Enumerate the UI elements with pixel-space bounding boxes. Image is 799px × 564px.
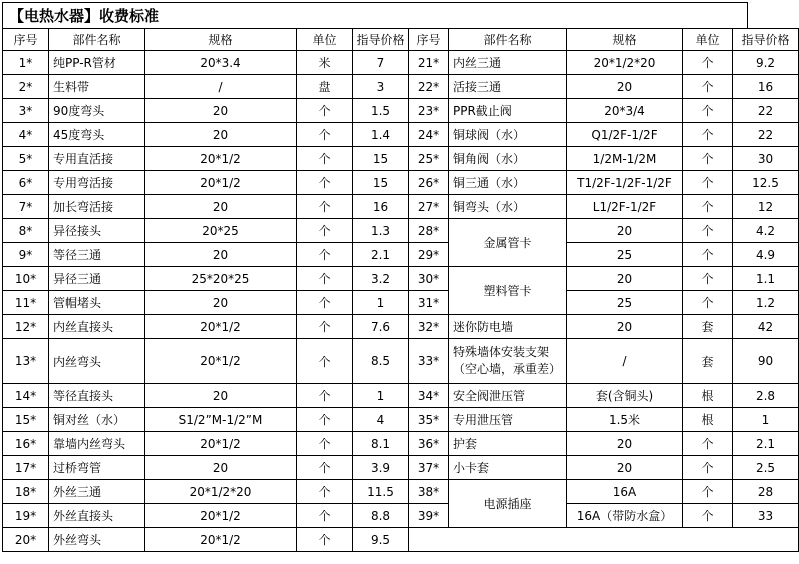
item-name: 迷你防电墙 [449,315,567,339]
item-price: 1.5 [353,99,409,123]
item-spec: 20*1/2 [145,432,297,456]
item-no: 18* [3,480,49,504]
item-name: 等径三通 [49,243,145,267]
item-price: 33 [733,504,799,528]
table-row [3,456,799,480]
item-name: 铜弯头（水） [449,195,567,219]
item-price: 3.9 [353,456,409,480]
item-no: 13* [3,339,49,384]
item-no: 9* [3,243,49,267]
item-unit: 盘 [297,75,353,99]
item-name: 90度弯头 [49,99,145,123]
item-unit: 个 [297,99,353,123]
item-price: 1.4 [353,123,409,147]
item-unit: 个 [683,147,733,171]
item-name: 生料带 [49,75,145,99]
item-name: 管帽堵头 [49,291,145,315]
item-no: 30* [409,267,449,291]
table-row [3,339,799,384]
item-name: 异径接头 [49,219,145,243]
item-name: 外丝三通 [49,480,145,504]
item-unit: 个 [683,123,733,147]
item-price: 1 [353,291,409,315]
item-name-group: 金属管卡 [449,219,567,267]
empty-cell [409,528,799,552]
item-spec: 20*25 [145,219,297,243]
item-name: 内丝直接头 [49,315,145,339]
item-no: 8* [3,219,49,243]
item-no: 28* [409,219,449,243]
item-name: 护套 [449,432,567,456]
item-unit: 套 [683,315,733,339]
item-name: 铜角阀（水） [449,147,567,171]
item-no: 5* [3,147,49,171]
table-row [3,171,799,195]
item-name-group: 电源插座 [449,480,567,528]
table-row [3,480,799,504]
item-unit: 个 [297,315,353,339]
item-spec: 1.5米 [567,408,683,432]
item-price: 30 [733,147,799,171]
header-price: 指导价格 [733,29,799,51]
table-row [3,528,799,552]
item-unit: 个 [297,219,353,243]
header-unit: 单位 [297,29,353,51]
item-unit: 个 [683,75,733,99]
table-row [3,504,799,528]
item-name: 专用直活接 [49,147,145,171]
item-price: 2.8 [733,384,799,408]
item-unit: 个 [683,291,733,315]
item-no: 37* [409,456,449,480]
item-spec: 20*1/2 [145,147,297,171]
item-price: 3 [353,75,409,99]
item-no: 31* [409,291,449,315]
item-no: 4* [3,123,49,147]
item-no: 11* [3,291,49,315]
item-price: 1 [733,408,799,432]
item-unit: 个 [297,408,353,432]
item-price: 16 [733,75,799,99]
item-price: 12 [733,195,799,219]
item-name-group: 塑料管卡 [449,267,567,315]
header-price: 指导价格 [353,29,409,51]
item-name: 45度弯头 [49,123,145,147]
item-price: 8.5 [353,339,409,384]
table-row [3,99,799,123]
item-price: 4 [353,408,409,432]
item-unit: 个 [683,267,733,291]
item-spec: 1/2M-1/2M [567,147,683,171]
table-row [3,147,799,171]
item-unit: 个 [297,339,353,384]
item-spec: 20 [145,99,297,123]
table-row [3,51,799,75]
header-row [3,29,799,51]
item-spec: 20 [145,456,297,480]
item-spec: 25 [567,243,683,267]
item-no: 19* [3,504,49,528]
item-price: 28 [733,480,799,504]
item-name: 等径直接头 [49,384,145,408]
header-no: 序号 [3,29,49,51]
item-price: 1.2 [733,291,799,315]
item-spec: 20*1/2*20 [567,51,683,75]
table-row [3,75,799,99]
price-table [2,28,799,552]
item-no: 33* [409,339,449,384]
item-price: 15 [353,147,409,171]
item-price: 4.9 [733,243,799,267]
item-no: 21* [409,51,449,75]
item-spec: 20 [567,267,683,291]
item-price: 15 [353,171,409,195]
table-row [3,432,799,456]
table-row [3,315,799,339]
item-no: 27* [409,195,449,219]
item-unit: 个 [683,243,733,267]
item-spec: / [145,75,297,99]
item-spec: 20*1/2 [145,504,297,528]
item-price: 22 [733,123,799,147]
table-row [3,219,799,243]
item-price: 1 [353,384,409,408]
item-name: 专用泄压管 [449,408,567,432]
item-name: 安全阀泄压管 [449,384,567,408]
item-spec: 20 [145,384,297,408]
item-price: 8.1 [353,432,409,456]
item-name: 铜对丝（水） [49,408,145,432]
item-price: 9.2 [733,51,799,75]
item-spec: 20 [567,456,683,480]
item-name: 活接三通 [449,75,567,99]
table-row [3,243,799,267]
header-part-name: 部件名称 [449,29,567,51]
item-unit: 个 [297,456,353,480]
item-name: 特殊墙体安装支架（空心墙，承重差） [449,339,567,384]
item-no: 7* [3,195,49,219]
item-unit: 个 [683,432,733,456]
item-unit: 个 [297,528,353,552]
item-name: 铜球阀（水） [449,123,567,147]
item-spec: 20*3/4 [567,99,683,123]
item-price: 2.1 [733,432,799,456]
item-price: 7 [353,51,409,75]
item-price: 22 [733,99,799,123]
item-unit: 个 [297,171,353,195]
item-spec: 20*1/2*20 [145,480,297,504]
item-unit: 个 [297,195,353,219]
item-no: 6* [3,171,49,195]
item-spec: 20 [567,75,683,99]
item-spec: 20 [567,432,683,456]
item-unit: 米 [297,51,353,75]
header-no: 序号 [409,29,449,51]
item-spec: 16A [567,480,683,504]
item-price: 8.8 [353,504,409,528]
item-name: PPR截止阀 [449,99,567,123]
item-name: 内丝弯头 [49,339,145,384]
item-no: 2* [3,75,49,99]
item-spec: Q1/2F-1/2F [567,123,683,147]
item-price: 2.1 [353,243,409,267]
item-no: 32* [409,315,449,339]
table-row [3,123,799,147]
item-no: 35* [409,408,449,432]
item-unit: 个 [683,219,733,243]
item-unit: 根 [683,384,733,408]
price-sheet [2,2,790,552]
item-no: 38* [409,480,449,504]
item-unit: 个 [683,195,733,219]
item-unit: 个 [297,147,353,171]
item-no: 25* [409,147,449,171]
item-name: 内丝三通 [449,51,567,75]
item-unit: 个 [683,504,733,528]
item-spec: 20*3.4 [145,51,297,75]
item-spec: / [567,339,683,384]
item-unit: 个 [683,171,733,195]
item-no: 10* [3,267,49,291]
item-unit: 个 [683,456,733,480]
item-price: 90 [733,339,799,384]
item-price: 7.6 [353,315,409,339]
item-no: 12* [3,315,49,339]
item-unit: 个 [297,432,353,456]
item-no: 15* [3,408,49,432]
item-price: 2.5 [733,456,799,480]
table-row [3,267,799,291]
item-spec: L1/2F-1/2F [567,195,683,219]
item-spec: 20*1/2 [145,315,297,339]
sheet-title: 【电热水器】收费标准 [2,2,748,28]
item-no: 34* [409,384,449,408]
item-no: 3* [3,99,49,123]
item-spec: 20 [145,123,297,147]
item-spec: 20*1/2 [145,528,297,552]
item-name: 加长弯活接 [49,195,145,219]
item-spec: 套(含铜头) [567,384,683,408]
item-price: 3.2 [353,267,409,291]
item-spec: 16A（带防水盒） [567,504,683,528]
item-spec: 20 [145,291,297,315]
header-part-name: 部件名称 [49,29,145,51]
item-spec: 20 [567,219,683,243]
item-unit: 个 [683,51,733,75]
item-no: 29* [409,243,449,267]
table-row [3,384,799,408]
item-spec: 25 [567,291,683,315]
item-price: 12.5 [733,171,799,195]
item-unit: 个 [297,243,353,267]
item-price: 1.3 [353,219,409,243]
item-spec: 20*1/2 [145,171,297,195]
item-name: 靠墙内丝弯头 [49,432,145,456]
item-no: 14* [3,384,49,408]
item-name: 过桥弯管 [49,456,145,480]
header-unit: 单位 [683,29,733,51]
item-unit: 个 [297,384,353,408]
item-no: 22* [409,75,449,99]
item-unit: 个 [683,99,733,123]
item-no: 20* [3,528,49,552]
item-spec: 25*20*25 [145,267,297,291]
item-no: 23* [409,99,449,123]
item-no: 16* [3,432,49,456]
item-unit: 个 [297,123,353,147]
item-name: 外丝直接头 [49,504,145,528]
item-price: 9.5 [353,528,409,552]
item-spec: 20 [145,195,297,219]
item-unit: 个 [297,480,353,504]
item-name: 异径三通 [49,267,145,291]
item-unit: 个 [683,480,733,504]
header-spec: 规格 [145,29,297,51]
item-spec: T1/2F-1/2F-1/2F [567,171,683,195]
table-row [3,291,799,315]
table-row [3,408,799,432]
item-name: 小卡套 [449,456,567,480]
item-name: 外丝弯头 [49,528,145,552]
item-no: 36* [409,432,449,456]
item-price: 11.5 [353,480,409,504]
item-unit: 套 [683,339,733,384]
table-row [3,195,799,219]
item-name: 专用弯活接 [49,171,145,195]
item-unit: 个 [297,291,353,315]
item-unit: 根 [683,408,733,432]
item-name: 铜三通（水） [449,171,567,195]
item-price: 16 [353,195,409,219]
item-spec: 20 [145,243,297,267]
item-price: 4.2 [733,219,799,243]
item-spec: S1/2”M-1/2”M [145,408,297,432]
item-unit: 个 [297,267,353,291]
item-no: 24* [409,123,449,147]
item-spec: 20 [567,315,683,339]
item-price: 1.1 [733,267,799,291]
item-unit: 个 [297,504,353,528]
item-no: 1* [3,51,49,75]
item-no: 39* [409,504,449,528]
item-price: 42 [733,315,799,339]
item-no: 26* [409,171,449,195]
item-name: 纯PP-R管材 [49,51,145,75]
header-spec: 规格 [567,29,683,51]
item-no: 17* [3,456,49,480]
item-spec: 20*1/2 [145,339,297,384]
